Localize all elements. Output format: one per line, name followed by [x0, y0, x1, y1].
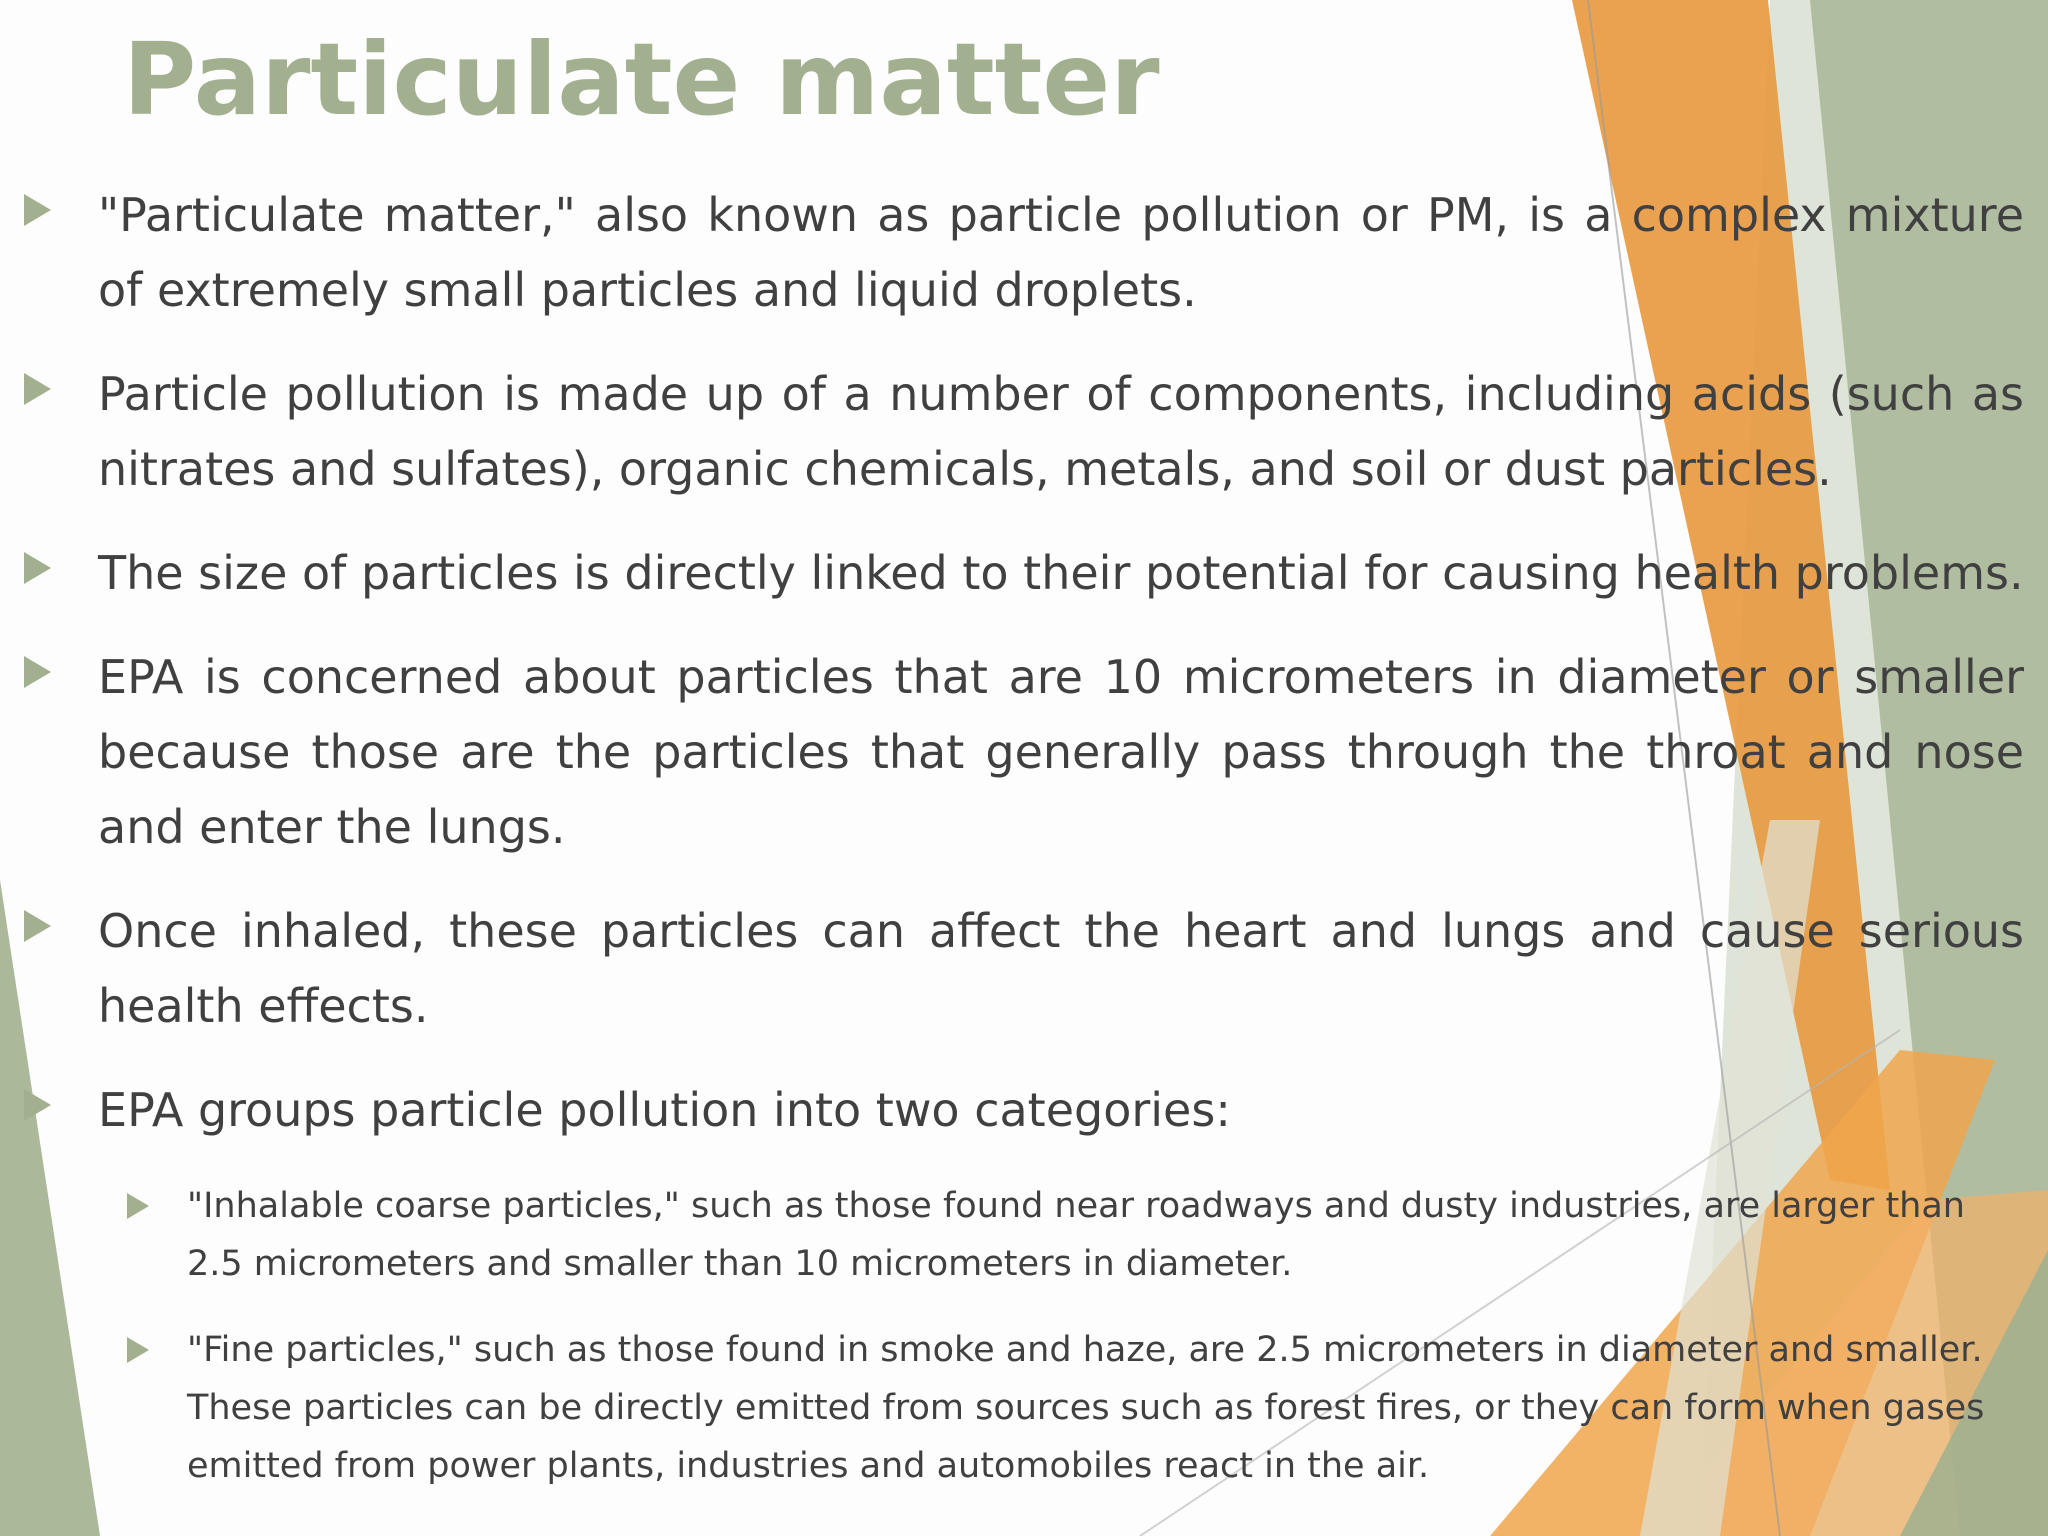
triangle-right-icon — [24, 552, 51, 584]
triangle-right-icon — [127, 1193, 149, 1219]
bullet-text: EPA is concerned about particles that are 10 micrometers in diameter or smaller because those are the particles that generally pass through the throat and nose and enter the lungs. — [98, 650, 2024, 854]
triangle-right-icon — [24, 656, 51, 688]
triangle-right-icon — [24, 910, 51, 942]
bullet-list — [0, 178, 2048, 1523]
bullet-text: Once inhaled, these particles can affect the heart and lungs and cause serious health effects. — [98, 904, 2024, 1033]
sub-bullet-text: "Fine particles," such as those found in smoke and haze, are 2.5 micrometers in diameter and smaller. These particles can be directly emitted from sources such as forest fires, or they can form when gases emitted from power plants, industries and automobiles react in the air. — [187, 1330, 1985, 1486]
sub-bullet-text: "Inhalable coarse particles," such as those found near roadways and dusty industries, are larger than 2.5 micrometers and smaller than 10 micrometers in diameter. — [187, 1186, 1965, 1284]
sub-bullet-item — [0, 1177, 2048, 1293]
bullet-item — [0, 1073, 2048, 1148]
bullet-text: The size of particles is directly linked to their potential for causing health problems. — [98, 546, 2024, 600]
bullet-item — [0, 894, 2048, 1044]
bullet-item — [0, 536, 2048, 611]
triangle-right-icon — [24, 1089, 51, 1121]
triangle-right-icon — [24, 373, 51, 405]
page-title: Particulate matter — [123, 21, 1160, 138]
bullet-text: "Particulate matter," also known as particle pollution or PM, is a complex mixture of extremely small particles and liquid droplets. — [98, 188, 2024, 317]
bullet-text: Particle pollution is made up of a number of components, including acids (such as nitrates and sulfates), organic chemicals, metals, and soil or dust particles. — [98, 367, 2024, 496]
triangle-right-icon — [127, 1337, 149, 1363]
triangle-right-icon — [24, 194, 51, 226]
sub-bullet-item — [0, 1321, 2048, 1495]
bullet-text: EPA groups particle pollution into two categories: — [98, 1083, 1231, 1137]
bullet-item — [0, 357, 2048, 507]
bullet-item — [0, 640, 2048, 865]
bullet-item — [0, 178, 2048, 328]
